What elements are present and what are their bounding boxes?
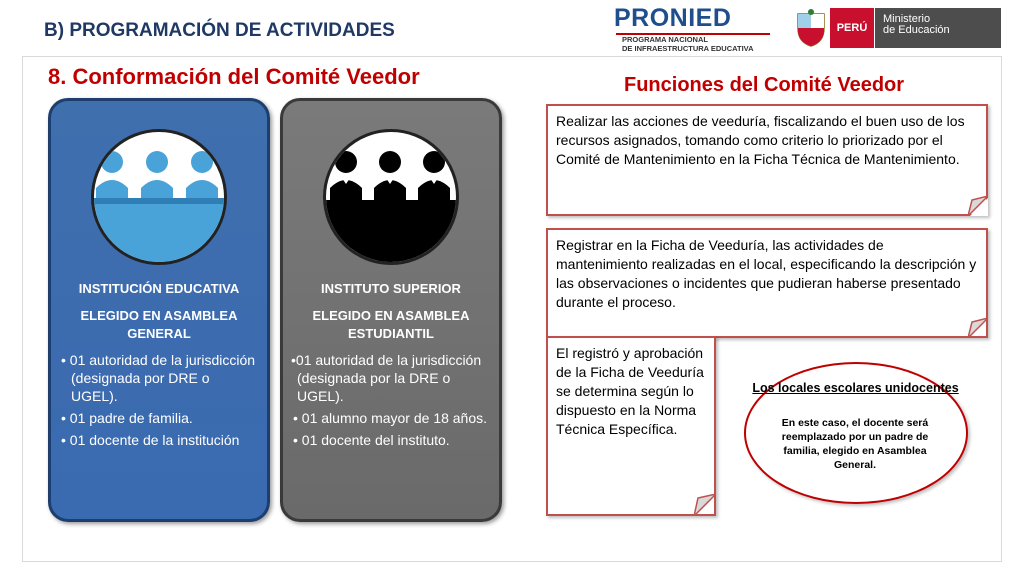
coat-of-arms-icon bbox=[794, 8, 828, 48]
card-1-heading: INSTITUCIÓN EDUCATIVA bbox=[78, 281, 240, 296]
pronied-subtitle bbox=[622, 35, 754, 53]
functions-title: Funciones del Comité Veedor bbox=[624, 74, 905, 96]
function-text-3: El registró y aprobación de la Ficha de Veeduría se determina según lo dispuesto en la Norma Técnica Específica. bbox=[556, 345, 704, 437]
page-fold-icon bbox=[694, 494, 716, 516]
ministerio-line-2: de Educación bbox=[883, 24, 950, 36]
list-item: • 01 autoridad de la jurisdicción (designada por DRE o UGEL). bbox=[61, 352, 256, 404]
pronied-logo bbox=[612, 4, 774, 52]
function-text-1: Realizar las acciones de veeduría, fiscalizando el buen uso de los recursos asignados, tomando como criterio lo priorizado por el Comité de Mantenimiento en la Ficha Técnica de Mantenimiento. bbox=[556, 113, 965, 167]
pronied-sub-line-2: DE INFRAESTRUCTURA EDUCATIVA bbox=[622, 44, 754, 53]
card-2-heading: INSTITUTO SUPERIOR bbox=[321, 281, 461, 296]
list-item: • 01 padre de familia. bbox=[61, 410, 193, 426]
oval-body: En este caso, el docente será reemplazado por un padre de familia, elegido en Asamblea General. bbox=[781, 417, 929, 471]
card-2-list bbox=[291, 351, 491, 453]
card-instituto-superior bbox=[280, 98, 502, 522]
card-institucion-educativa bbox=[48, 98, 270, 522]
section-title: B) PROGRAMACIÓN DE ACTIVIDADES bbox=[44, 20, 395, 41]
logo-band bbox=[612, 4, 1004, 52]
function-note-3 bbox=[546, 336, 716, 516]
ministerio-line-1: Ministerio bbox=[883, 13, 931, 25]
people-icon bbox=[91, 129, 227, 265]
oval-title: Los locales escolares unidocentes bbox=[752, 381, 959, 395]
people-icon bbox=[323, 129, 459, 265]
peru-badge: PERÚ bbox=[830, 8, 874, 48]
function-note-1 bbox=[546, 104, 988, 216]
card-2-subheading: ELEGIDO EN ASAMBLEA ESTUDIANTIL bbox=[312, 308, 470, 341]
pronied-sub-line-1: PROGRAMA NACIONAL bbox=[622, 35, 708, 44]
list-item: • 01 alumno mayor de 18 años. bbox=[293, 410, 488, 426]
unidocente-oval bbox=[744, 362, 968, 504]
function-text-2: Registrar en la Ficha de Veeduría, las actividades de mantenimiento realizadas en el local, especificando la descripción y las observaciones o incidentes que pudieran haberse presentado durante el proceso. bbox=[556, 237, 977, 310]
card-1-list bbox=[59, 351, 259, 453]
ministerio-badge bbox=[875, 8, 1001, 48]
list-item: •01 autoridad de la jurisdicción (designada por la DRE o UGEL). bbox=[291, 352, 482, 404]
main-title: 8. Conformación del Comité Veedor bbox=[48, 64, 420, 89]
function-note-2 bbox=[546, 228, 988, 338]
page-fold-icon bbox=[968, 196, 988, 216]
card-1-subheading: ELEGIDO EN ASAMBLEA GENERAL bbox=[80, 308, 238, 341]
page-fold-icon bbox=[968, 318, 988, 338]
list-item: • 01 docente de la institución bbox=[61, 432, 240, 448]
pronied-wordmark: PRONIED bbox=[614, 4, 732, 32]
list-item: • 01 docente del instituto. bbox=[293, 432, 450, 448]
